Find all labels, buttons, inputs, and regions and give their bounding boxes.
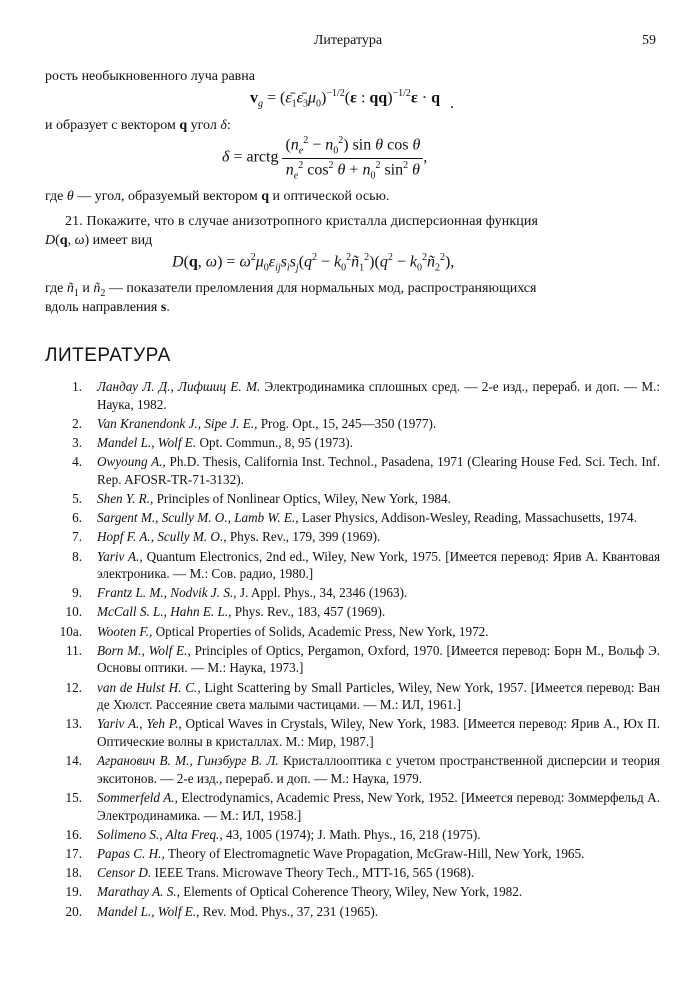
reference-authors: McCall S. L., Hahn E. L., <box>97 604 232 620</box>
references-list <box>52 378 660 922</box>
reference-item <box>52 642 660 677</box>
reference-authors: Born M., Wolf E., <box>97 642 191 658</box>
equation-period: . <box>450 95 455 113</box>
reference-number: 13. <box>65 716 82 732</box>
reference-authors: Shen Y. R., <box>97 490 154 506</box>
reference-body: Rev. Mod. Phys., 37, 231 (1965). <box>202 903 379 919</box>
reference-authors: Van Kranendonk J., Sipe J. E., <box>97 415 258 431</box>
body-line-2: и образует с вектором q угол δ: <box>45 118 231 133</box>
reference-number: 17. <box>65 845 82 861</box>
reference-authors: Mandel L., Wolf E. <box>97 434 197 450</box>
body-line-1: рость необыкновенного луча равна <box>45 69 255 84</box>
reference-text <box>97 378 660 413</box>
reference-body: Quantum Electronics, 2nd ed., Wiley, New York, 1975. [Имеется перевод: Ярив А. Квантовая электроника. — М.: Сов. радио, 1980.] <box>97 548 661 582</box>
reference-authors: Sommerfeld A., <box>97 789 178 805</box>
reference-item <box>52 845 660 863</box>
reference-authors: Frantz L. M., Nodvik J. S., <box>97 585 237 601</box>
reference-text <box>97 415 660 433</box>
reference-item <box>52 715 660 750</box>
reference-authors: Hopf F. A., Scully M. O., <box>97 529 227 545</box>
reference-item <box>52 864 660 882</box>
body-line-4: где $ñ_1$ и $ñ_2$ — показатели преломления для нормальных мод, распространяющихся <box>45 281 537 299</box>
equation-delta: δ = arctg $\frac{(n_e^2 - n_0^2) \sin \theta \cos \theta}{n_e^2 \cos^2 \theta + n_0^2 \sin^2 \theta}$ , <box>222 135 428 182</box>
body-line-3: где θ — угол, образуемый вектором q и оптической осью. <box>45 189 390 204</box>
reference-item <box>52 584 660 602</box>
reference-item <box>52 623 660 641</box>
reference-body: Laser Physics, Addison-Wesley, Reading, Massachusetts, 1974. <box>301 510 637 526</box>
reference-body: Кристаллооптика с учетом пространственной дисперсии и теория экситонов. — 2-е изд., перераб. и доп. — М.: Наука, 1979. <box>97 753 660 786</box>
reference-number: 1. <box>72 379 82 394</box>
problem-21-line-1: 21. Покажите, что в случае анизотропного кристалла дисперсионная функция <box>65 214 539 229</box>
reference-item <box>52 528 660 546</box>
section-title-references: ЛИТЕРАТУРА <box>45 345 171 366</box>
reference-body: Principles of Optics, Pergamon, Oxford, 1970. [Имеется перевод: Борн М., Вольф Э. Основы оптики. — М.: Наука, 1973.] <box>97 642 660 676</box>
page-number: 59 <box>642 33 656 48</box>
reference-number: 4. <box>72 454 82 470</box>
reference-body: Phys. Rev., 179, 399 (1969). <box>229 529 381 545</box>
reference-item <box>52 826 660 844</box>
reference-text <box>97 679 660 714</box>
reference-body: Theory of Electromagnetic Wave Propagation, McGraw-Hill, New York, 1965. <box>167 845 585 861</box>
reference-authors: Агранович В. М., Гинзбург В. Л. <box>97 753 279 769</box>
reference-body: Электродинамика сплошных сред. — 2-е изд., перераб. и доп. — М.: Наука, 1982. <box>97 379 661 412</box>
reference-text <box>97 453 660 488</box>
reference-number: 10a. <box>59 623 82 639</box>
reference-authors: Mandel L., Wolf E., <box>97 903 200 919</box>
reference-item <box>52 490 660 508</box>
reference-number: 10. <box>65 604 82 620</box>
reference-body: IEEE Trans. Microwave Theory Tech., MTT-16, 565 (1968). <box>154 865 475 881</box>
reference-text <box>97 864 660 882</box>
reference-number: 5. <box>72 490 82 506</box>
reference-body: Ph.D. Thesis, California Inst. Technol., Pasadena, 1971 (Clearing House Fed. Sci. Tech. Inf. Rep. AFOSR-TR-71-3132). <box>97 454 660 487</box>
reference-body: Principles of Nonlinear Optics, Wiley, New York, 1984. <box>156 490 451 506</box>
reference-item <box>52 548 660 583</box>
reference-item <box>52 679 660 714</box>
reference-authors: Wooten F., <box>97 623 153 639</box>
reference-number: 12. <box>65 679 82 695</box>
reference-text <box>97 509 660 527</box>
reference-text <box>97 715 660 750</box>
reference-item <box>52 903 660 921</box>
reference-number: 2. <box>72 415 82 431</box>
reference-number: 16. <box>65 826 82 842</box>
reference-text <box>97 584 660 602</box>
reference-number: 18. <box>65 865 82 881</box>
reference-number: 11. <box>66 642 82 658</box>
reference-text <box>97 528 660 546</box>
reference-number: 14. <box>65 753 82 769</box>
reference-authors: Papas C. H., <box>97 845 165 861</box>
reference-number: 20. <box>65 903 82 919</box>
reference-number: 3. <box>72 434 82 450</box>
reference-item <box>52 453 660 488</box>
reference-authors: Censor D. <box>97 865 152 881</box>
reference-number: 15. <box>65 789 82 805</box>
reference-authors: van de Hulst H. C., <box>97 679 201 695</box>
reference-text <box>97 434 660 452</box>
reference-item <box>52 434 660 452</box>
problem-21-line-2: D(q, ω) имеет вид <box>45 233 153 248</box>
equation-group-velocity: $v_g$ = $(\varepsilon̄_1\varepsilon̄_3\mu_0)^{-1/2}(\varepsilon$ : qq)$^{-1/2}$ε · q . <box>250 88 455 113</box>
reference-authors: Yariv A., Yeh P., <box>97 716 182 732</box>
reference-authors: Ландау Л. Д., Лифшиц Е. М. <box>97 379 261 394</box>
reference-body: Elements of Optical Coherence Theory, Wiley, New York, 1982. <box>183 884 523 900</box>
reference-body: Electrodynamics, Academic Press, New York, 1952. [Имеется перевод: Зоммерфельд А. Электродинамика. — М.: ИЛ, 1958.] <box>97 789 660 823</box>
reference-number: 7. <box>72 529 82 545</box>
reference-item <box>52 378 660 413</box>
reference-text <box>97 490 660 508</box>
reference-body: Opt. Commun., 8, 95 (1973). <box>199 434 353 450</box>
reference-authors: Marathay A. S., <box>97 884 180 900</box>
reference-text <box>97 903 660 921</box>
body-line-5: вдоль направления s. <box>45 300 170 315</box>
reference-text <box>97 883 660 901</box>
reference-text <box>97 845 660 863</box>
reference-authors: Owyoung A., <box>97 454 166 470</box>
reference-text <box>97 826 660 844</box>
equation-dispersion: D(q, $\omega) = \omega^2\mu_0\varepsilon_{ij}s_is_j(q^2$ − $k_0^2ñ_1^2)(q^2$ − $k_0^2ñ_2^2$), <box>172 252 455 274</box>
reference-body: J. Appl. Phys., 34, 2346 (1963). <box>239 585 408 601</box>
reference-number: 8. <box>72 548 82 564</box>
reference-body: Light Scattering by Small Particles, Wiley, New York, 1957. [Имеется перевод: Ван де Хюлст. Рассеяние света малыми частицами. — М.: ИЛ, 1961.] <box>97 679 661 713</box>
reference-body: Optical Properties of Solids, Academic Press, New York, 1972. <box>155 623 489 639</box>
reference-item <box>52 883 660 901</box>
reference-text <box>97 548 660 583</box>
reference-item <box>52 415 660 433</box>
reference-authors: Yariv A., <box>97 548 143 564</box>
reference-item <box>52 603 660 621</box>
reference-text <box>97 623 660 641</box>
reference-item <box>52 509 660 527</box>
running-header-title: Литература <box>313 33 383 48</box>
reference-text <box>97 789 660 824</box>
reference-authors: Sargent M., Scully M. O., Lamb W. E., <box>97 510 299 526</box>
reference-body: Phys. Rev., 183, 457 (1969). <box>234 604 386 620</box>
reference-number: 19. <box>65 884 82 900</box>
reference-item <box>52 752 660 787</box>
reference-body: Optical Waves in Crystals, Wiley, New York, 1983. [Имеется перевод: Ярив А., Юх П. Оптические волны в кристаллах. М.: Мир, 1987.] <box>97 716 660 749</box>
reference-item <box>52 789 660 824</box>
reference-text <box>97 603 660 621</box>
reference-body: Prog. Opt., 15, 245—350 (1977). <box>260 415 437 431</box>
reference-number: 6. <box>72 510 82 526</box>
reference-authors: Solimeno S., Alta Freq., <box>97 826 223 842</box>
reference-body: 43, 1005 (1974); J. Math. Phys., 16, 218 (1975). <box>225 826 481 842</box>
reference-text <box>97 642 660 677</box>
reference-text <box>97 752 660 787</box>
reference-number: 9. <box>72 585 82 601</box>
